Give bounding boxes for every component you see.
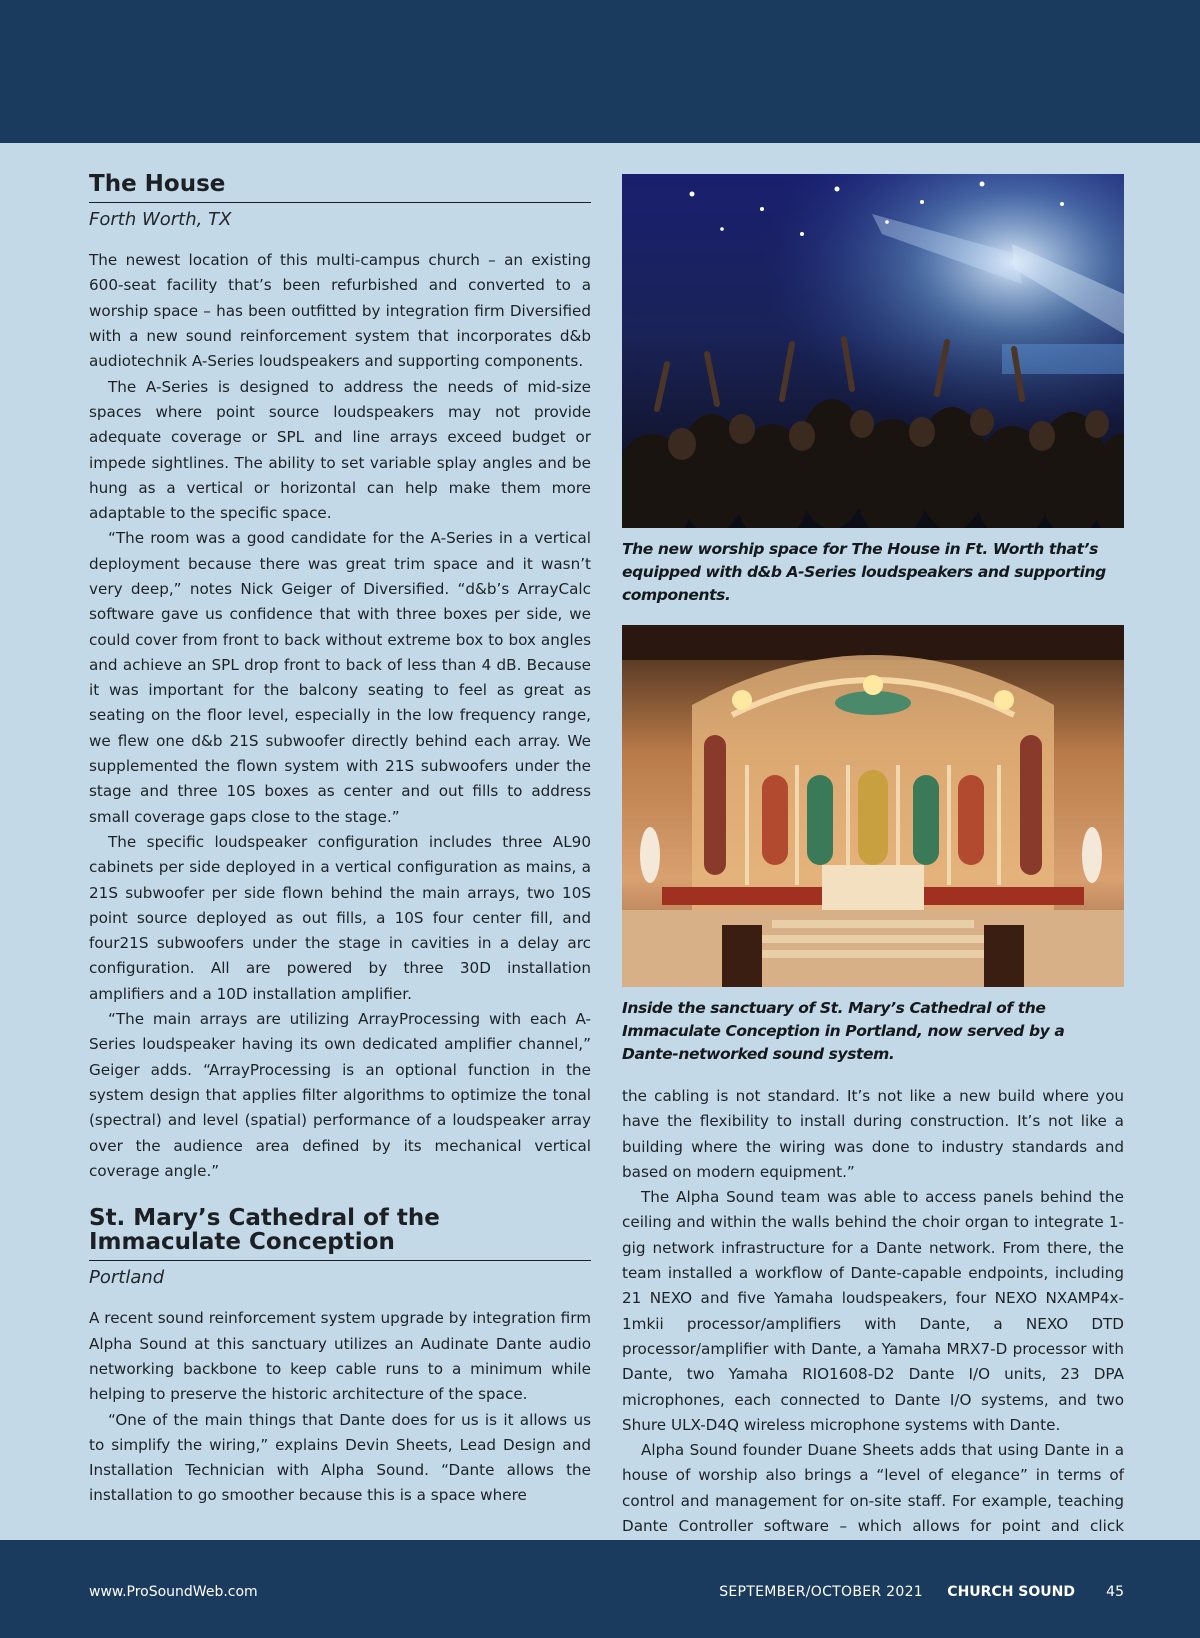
body-paragraph: The Alpha Sound team was able to access panels behind the ceiling and within the walls behind the choir organ to integrate 1-gig network infrastructure for a Dante network. From there, the team installed a workflow of Dante-capable endpoints, including 21 NEXO and five Yamaha loudspeakers, four NEXO NXAMP4x-1mkii processor/amplifiers with Dante, a NEXO DTD processor/amplifier with Dante, a Yamaha MRX7-D processor with Dante, two Yamaha RIO1608-D2 Dante I/O units, 23 DPA microphones, each connected to Dante I/O systems, and two Shure ULX-D4Q wireless microphone systems with Dante. xyxy=(622,1188,1124,1434)
photo2-caption: Inside the sanctuary of St. Mary’s Cathedral of the Immaculate Conception in Portland, now served by a Dante-networked sound system. xyxy=(622,999,1065,1063)
footer-page-number: 45 xyxy=(1106,1584,1124,1600)
body-paragraph: The specific loudspeaker configuration includes three AL90 cabinets per side deployed in a vertical configuration as mains, a 21S subwoofer per side flown behind the main arrays, two 10S point source deployed as out fills, a 10S four center fill, and four21S subwoofers under the stage in cavities in a delay arc configuration. All are powered by three 30D installation amplifiers and a 10D installation amplifier. xyxy=(89,832,591,1003)
body-paragraph: “The room was a good candidate for the A-Series in a vertical deployment because there was great trim space and it wasn’t very deep,” notes Nick Geiger of Diversified. “d&b’s ArrayCalc software gave us confidence that with three boxes per side, we could cover from front to back without extreme box to box angles and achieve an SPL drop front to back of less than 4 dB. Because it was important for the balcony seating to feel as great as seating on the floor level, especially in the low frequency range, we flew one d&b 21S subwoofer directly behind each array. We supplemented the flown system with 21S subwoofers under the stage and three 10S boxes as center and out fills to address small coverage gaps close to the stage.” xyxy=(89,529,591,826)
concert-worship-photo xyxy=(622,174,1124,528)
body-paragraph: The newest location of this multi-campus church – an existing 600-seat facility that’s been refurbished and converted to a worship space – has been outfitted by integration firm Diversified with a new sound reinforcement system that incorporates d&b audiotechnik A-Series loudspeakers and supporting components. xyxy=(89,251,591,371)
body-paragraph: “The main arrays are utilizing ArrayProcessing with each A-Series loudspeaker having its own dedicated amplifier channel,” Geiger adds. “ArrayProcessing is an optional function in the system design that applies filter algorithms to optimize the tonal (spectral) and level (spatial) performance of a loudspeaker array over the audience area defined by its mechanical vertical coverage angle.” xyxy=(89,1010,591,1180)
section-title-the-house: The House xyxy=(89,172,591,203)
footer-magazine-name: CHURCH SOUND xyxy=(947,1584,1075,1600)
body-paragraph: the cabling is not standard. It’s not like a new build where you have the flexibility to install during construction. It’s not like a building where the wiring was done to industry standards and based on modern equipment.” xyxy=(622,1087,1124,1181)
body-paragraph: A recent sound reinforcement system upgrade by integration firm Alpha Sound at this sanctuary utilizes an Audinate Dante audio networking backbone to keep cable runs to a minimum while helping to preserve the historic architecture of the space. xyxy=(89,1309,591,1404)
section-title-st-marys: St. Mary’s Cathedral of the Immaculate Conception xyxy=(89,1206,591,1261)
left-column xyxy=(89,172,591,1509)
body-paragraph: The A-Series is designed to address the needs of mid-size spaces where point source loudspeakers may not provide adequate coverage or SPL and line arrays exceed budget or impede sightlines. The ability to set variable splay angles and be hung as a vertical or horizontal can help make them more adaptable to the specific space. xyxy=(89,377,591,523)
photo1-caption: The new worship space for The House in Ft. Worth that’s equipped with d&b A-Series loudspeakers and supporting components. xyxy=(622,540,1106,604)
cathedral-sanctuary-photo xyxy=(622,625,1124,987)
section-location-portland: Portland xyxy=(89,1267,165,1289)
header-band xyxy=(0,0,1200,143)
body-paragraph: Alpha Sound founder Duane Sheets adds that using Dante in a house of worship also brings a “level of elegance” in terms of control and management for on-site staff. For example, teaching Dante Controller software – which allows for point and click xyxy=(622,1441,1124,1536)
footer-band xyxy=(0,1540,1200,1638)
body-paragraph: “One of the main things that Dante does for us is it allows us to simplify the wiring,” explains Devin Sheets, Lead Design and Installation Technician with Alpha Sound. “Dante allows the installation to go smoother because this is a space where xyxy=(89,1410,591,1505)
footer-url-link[interactable]: www.ProSoundWeb.com xyxy=(89,1584,258,1600)
right-column xyxy=(622,174,1124,1565)
footer-issue: SEPTEMBER/OCTOBER 2021 xyxy=(719,1584,923,1600)
section-location-fort-worth: Forth Worth, TX xyxy=(89,209,232,231)
